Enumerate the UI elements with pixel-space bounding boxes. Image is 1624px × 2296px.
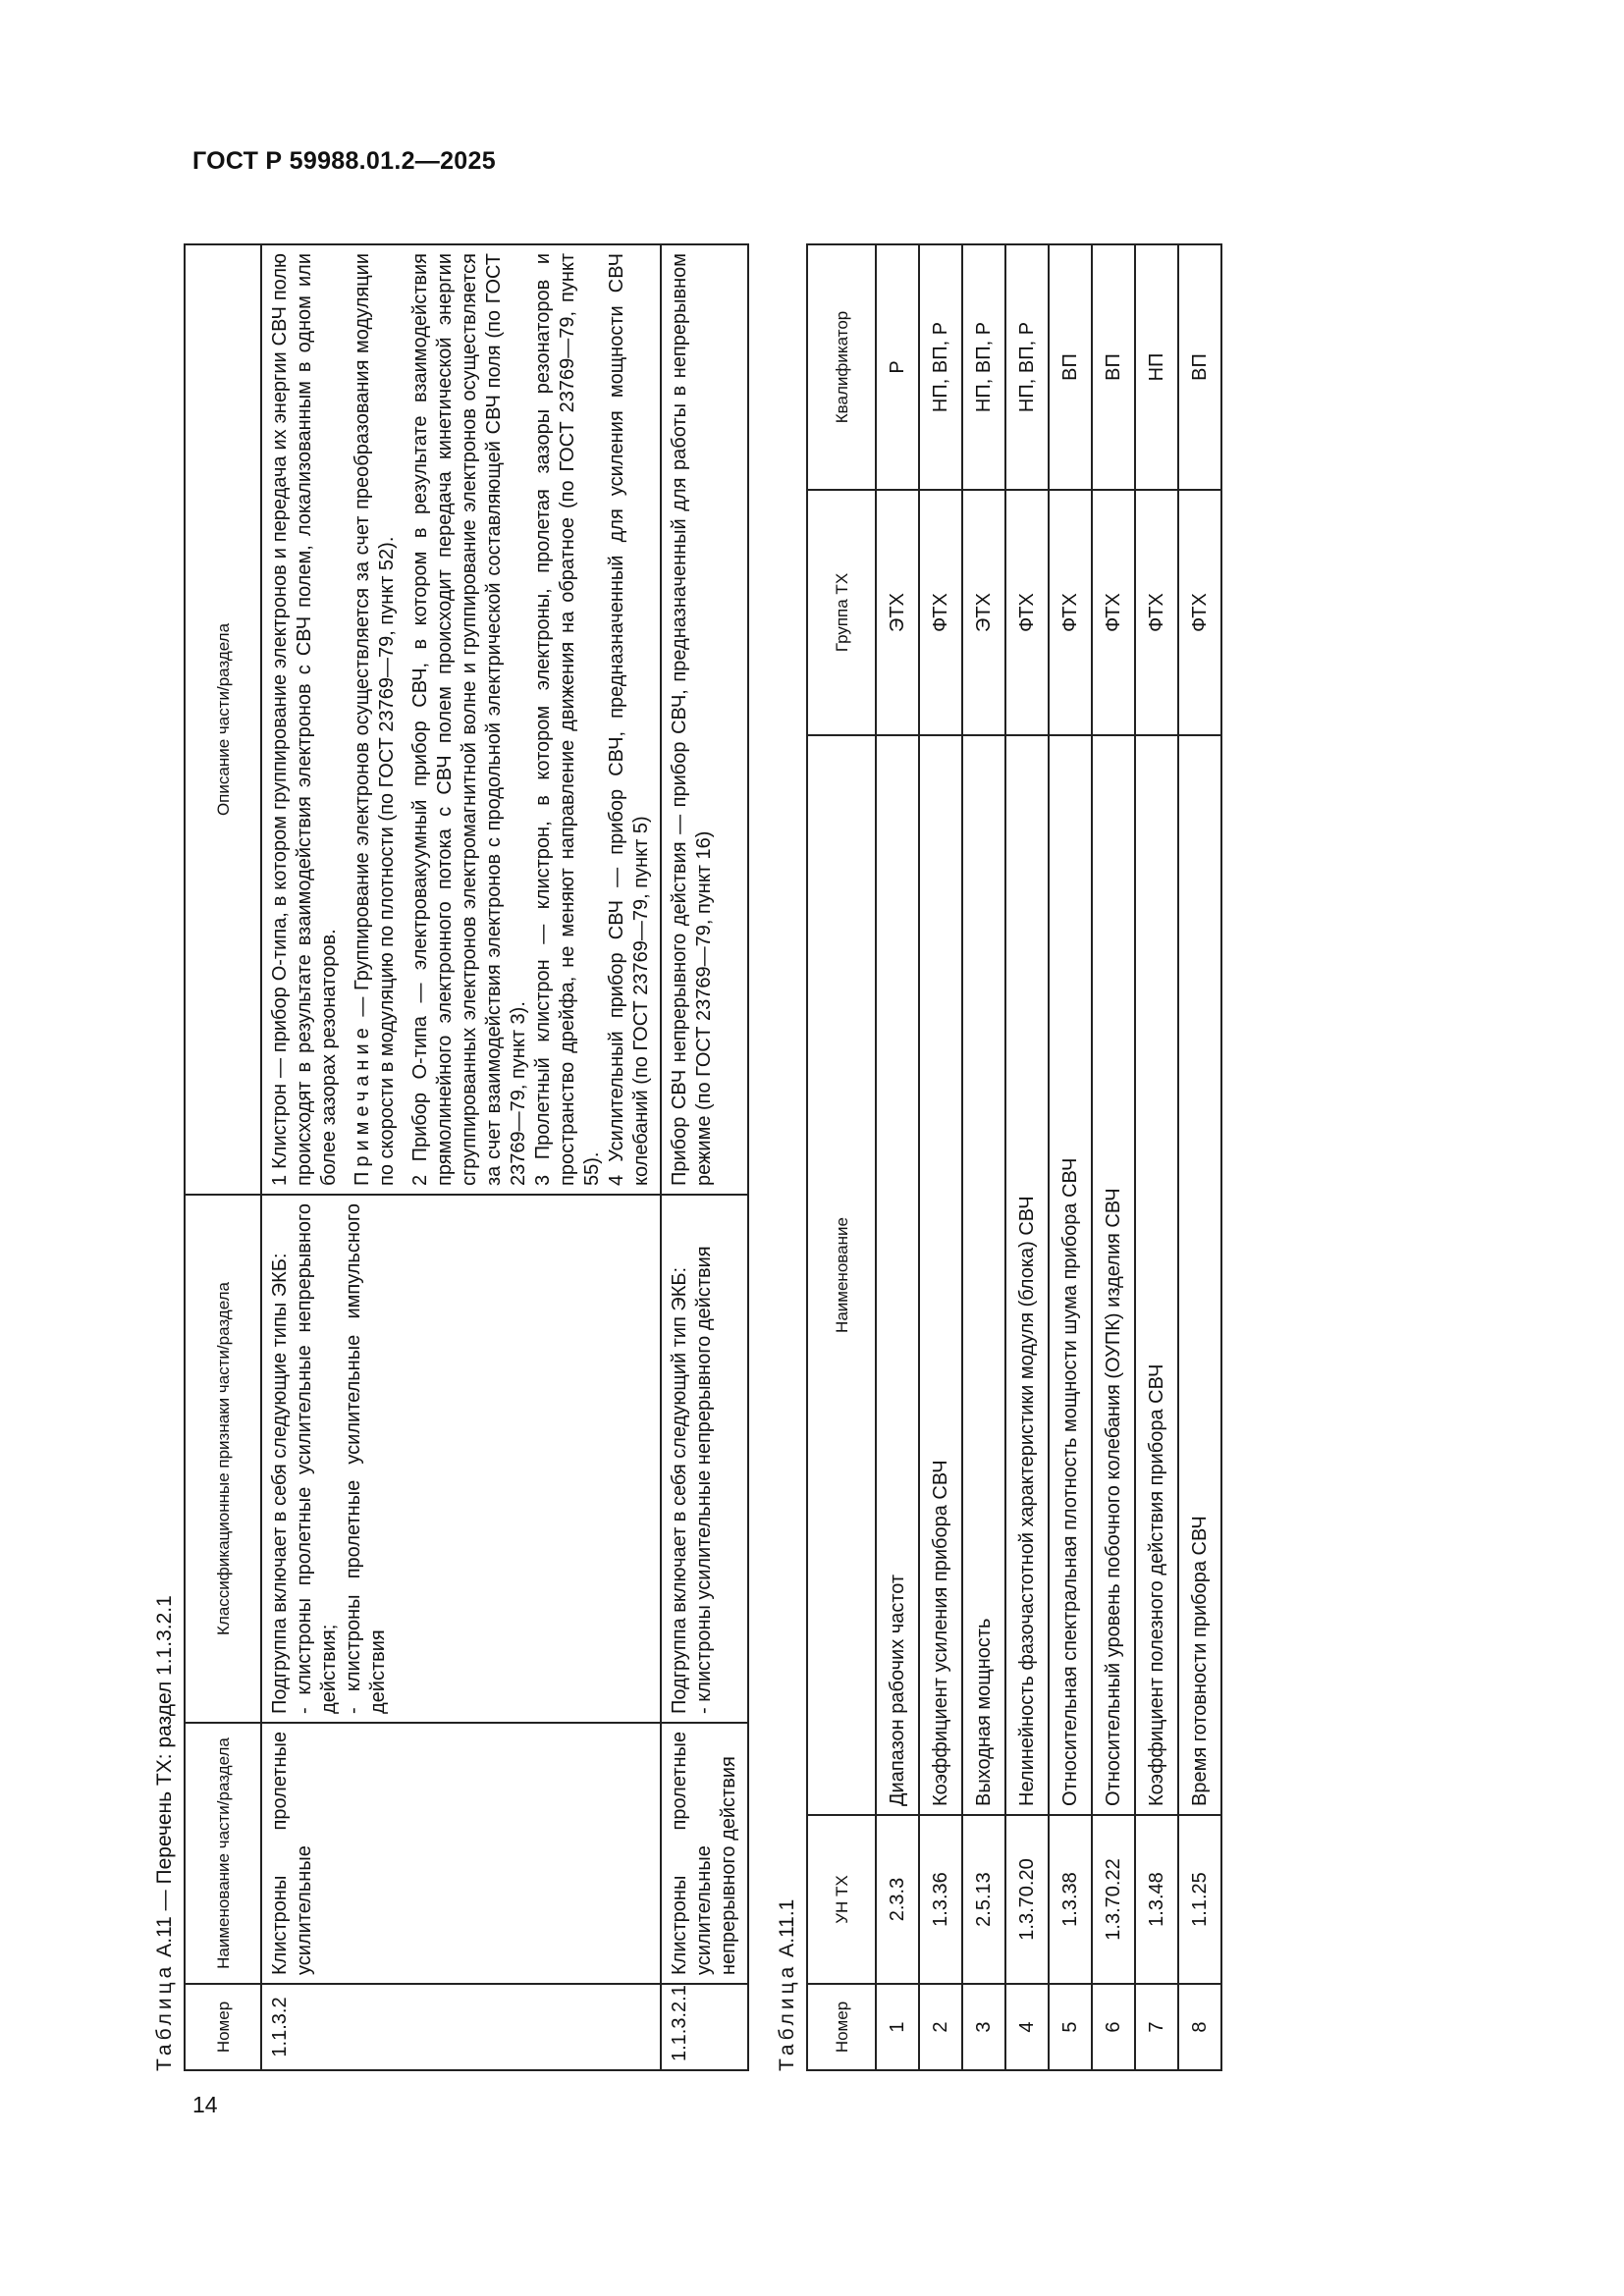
table1-header-row — [185, 244, 261, 2070]
table-row — [1092, 244, 1135, 2070]
t2-cell-qualifier: ВП — [1092, 244, 1135, 490]
t2-cell-qualifier: НП — [1135, 244, 1178, 490]
t2-cell-name: Коэффициент усиления прибора СВЧ — [919, 735, 962, 1815]
t1-header-class: Классификационные признаки части/раздела — [185, 1195, 261, 1723]
table1-caption-text: А.11 — Перечень ТХ: раздел 1.1.3.2.1 — [153, 1595, 176, 1957]
t2-cell-number: 6 — [1092, 1984, 1135, 2070]
t2-cell-code: 1.3.70.22 — [1092, 1815, 1135, 1984]
t1-row2-desc: Прибор СВЧ непрерывного действия — прибор СВЧ, предназначенный для работы в непрерывном режиме (по ГОСТ 23769—79, пункт 16) — [661, 244, 748, 1195]
t1-row1-class-line: Подгруппа включает в себя следующие типы ЭКБ: — [269, 1253, 291, 1714]
t1-row1-desc-p3: 3 Пролетный клистрон — клистрон, в котором электроны, пролетая зазоры резонаторов и пространство дрейфа, не меняют направление движения на обратное (по ГОСТ 23769—79, пункт 55). — [532, 253, 603, 1186]
t2-header-code: УН ТХ — [807, 1815, 876, 1984]
t2-cell-group: ЭТХ — [876, 490, 919, 735]
note-text: — Группирование электронов осуществляется за счет преобразования модуляции по скорости в модуляцию по плотности (по ГОСТ 23769—79, пункт 52). — [352, 253, 398, 1186]
t2-cell-group: ФТХ — [1178, 490, 1221, 735]
table2-caption — [775, 245, 800, 2071]
t1-row2-name: Клистроны пролетные усилительные непрерывного действия — [661, 1723, 748, 1984]
t2-cell-code: 1.1.25 — [1178, 1815, 1221, 1984]
table-a11 — [184, 243, 749, 2071]
table-row — [1005, 244, 1049, 2070]
t2-cell-group: ФТХ — [1135, 490, 1178, 735]
t2-cell-number: 7 — [1135, 1984, 1178, 2070]
t2-cell-number: 2 — [919, 1984, 962, 2070]
t2-cell-name: Относительный уровень побочного колебания (ОУПК) изделия СВЧ — [1092, 735, 1135, 1815]
t2-header-name: Наименование — [807, 735, 876, 1815]
table-row — [661, 244, 748, 2070]
table-row — [1178, 244, 1221, 2070]
table-row — [1049, 244, 1092, 2070]
t2-cell-code: 2.5.13 — [962, 1815, 1005, 1984]
t1-row1-desc — [261, 244, 661, 1195]
table1-caption-label: Таблица — [153, 1962, 176, 2071]
t1-header-desc: Описание части/раздела — [185, 244, 261, 1195]
t1-row1-class-line: - клистроны пролетные усилительные импульсного действия — [343, 1203, 389, 1714]
t1-row1-desc-p1: 1 Клистрон — прибор О-типа, в котором группирование электронов и передача их энергии СВЧ полю происходят в результате взаимодействия электронов с СВЧ полем, локализованным в одном или более зазорах резонаторов. — [269, 253, 340, 1186]
t1-row1-number: 1.1.3.2 — [261, 1984, 661, 2070]
table-row — [1135, 244, 1178, 2070]
t1-row2-class-line: Подгруппа включает в себя следующий тип ЭКБ: — [669, 1266, 690, 1714]
table-row — [962, 244, 1005, 2070]
table2-caption-text: А.11.1 — [776, 1898, 798, 1957]
t2-cell-number: 1 — [876, 1984, 919, 2070]
t1-row1-desc-note — [351, 253, 400, 1186]
t2-cell-qualifier: ВП — [1178, 244, 1221, 490]
t2-cell-number: 8 — [1178, 1984, 1221, 2070]
t1-row1-name: Клистроны пролетные усилительные — [261, 1723, 661, 1984]
t2-cell-code: 1.3.70.20 — [1005, 1815, 1049, 1984]
table-a11-1 — [806, 243, 1222, 2071]
t2-cell-name: Коэффициент полезного действия прибора СВЧ — [1135, 735, 1178, 1815]
t2-cell-qualifier: НП, ВП, Р — [1005, 244, 1049, 490]
t2-cell-name: Относительная спектральная плотность мощности шума прибора СВЧ — [1049, 735, 1092, 1815]
t2-cell-code: 2.3.3 — [876, 1815, 919, 1984]
document-header: ГОСТ Р 59988.01.2—2025 — [192, 147, 496, 175]
t1-row1-class-line: - клистроны пролетные усилительные непрерывного действия; — [294, 1203, 340, 1714]
table-row — [876, 244, 919, 2070]
t2-cell-code: 1.3.48 — [1135, 1815, 1178, 1984]
table2-caption-label: Таблица — [776, 1962, 798, 2071]
t2-header-qualifier: Квалификатор — [807, 244, 876, 490]
t2-cell-name: Время готовности прибора СВЧ — [1178, 735, 1221, 1815]
t2-cell-group: ФТХ — [919, 490, 962, 735]
t2-cell-code: 1.3.36 — [919, 1815, 962, 1984]
t2-cell-qualifier: НП, ВП, Р — [962, 244, 1005, 490]
t2-cell-group: ФТХ — [1005, 490, 1049, 735]
t2-header-group: Группа ТХ — [807, 490, 876, 735]
t2-cell-name: Выходная мощность — [962, 735, 1005, 1815]
table-row — [919, 244, 962, 2070]
t1-header-number: Номер — [185, 1984, 261, 2070]
t2-cell-group: ФТХ — [1049, 490, 1092, 735]
t1-row1-desc-p4: 4 Усилительный прибор СВЧ — прибор СВЧ, предназначенный для усиления мощности СВЧ колебаний (по ГОСТ 23769—79, пункт 5) — [606, 253, 652, 1186]
table1-caption — [152, 245, 178, 2071]
t2-cell-number: 5 — [1049, 1984, 1092, 2070]
t2-cell-qualifier: НП, ВП, Р — [919, 244, 962, 490]
t2-cell-code: 1.3.38 — [1049, 1815, 1092, 1984]
t1-row1-class — [261, 1195, 661, 1723]
table2-header-row — [807, 244, 876, 2070]
t1-row2-class-line: - клистроны усилительные непрерывного действия — [693, 1246, 715, 1714]
t2-cell-qualifier: ВП — [1049, 244, 1092, 490]
t1-row1-desc-p2: 2 Прибор О-типа — электровакуумный прибор СВЧ, в котором в результате взаимодействия прямолинейного электронного потока с СВЧ полем происходит передача кинетической энергии сгруппированных электронов электромагнитной волне и группирование электронов осуществляется за счет взаимодействия электронов с продольной электрической составляющей СВЧ поля (по ГОСТ 23769—79, пункт 3). — [409, 253, 529, 1186]
table-row — [261, 244, 661, 2070]
page-number: 14 — [192, 2092, 218, 2117]
t2-cell-qualifier: Р — [876, 244, 919, 490]
t1-row2-class — [661, 1195, 748, 1723]
t2-header-number: Номер — [807, 1984, 876, 2070]
t2-cell-number: 4 — [1005, 1984, 1049, 2070]
t2-cell-number: 3 — [962, 1984, 1005, 2070]
t2-cell-name: Диапазон рабочих частот — [876, 735, 919, 1815]
note-label: Примечание — [352, 1023, 373, 1186]
t1-header-name: Наименование части/раздела — [185, 1723, 261, 1984]
t2-cell-name: Нелинейность фазочастотной характеристики модуля (блока) СВЧ — [1005, 735, 1049, 1815]
rotated-content — [152, 245, 1507, 2071]
t1-row2-number: 1.1.3.2.1 — [661, 1984, 748, 2070]
t2-cell-group: ЭТХ — [962, 490, 1005, 735]
t2-cell-group: ФТХ — [1092, 490, 1135, 735]
